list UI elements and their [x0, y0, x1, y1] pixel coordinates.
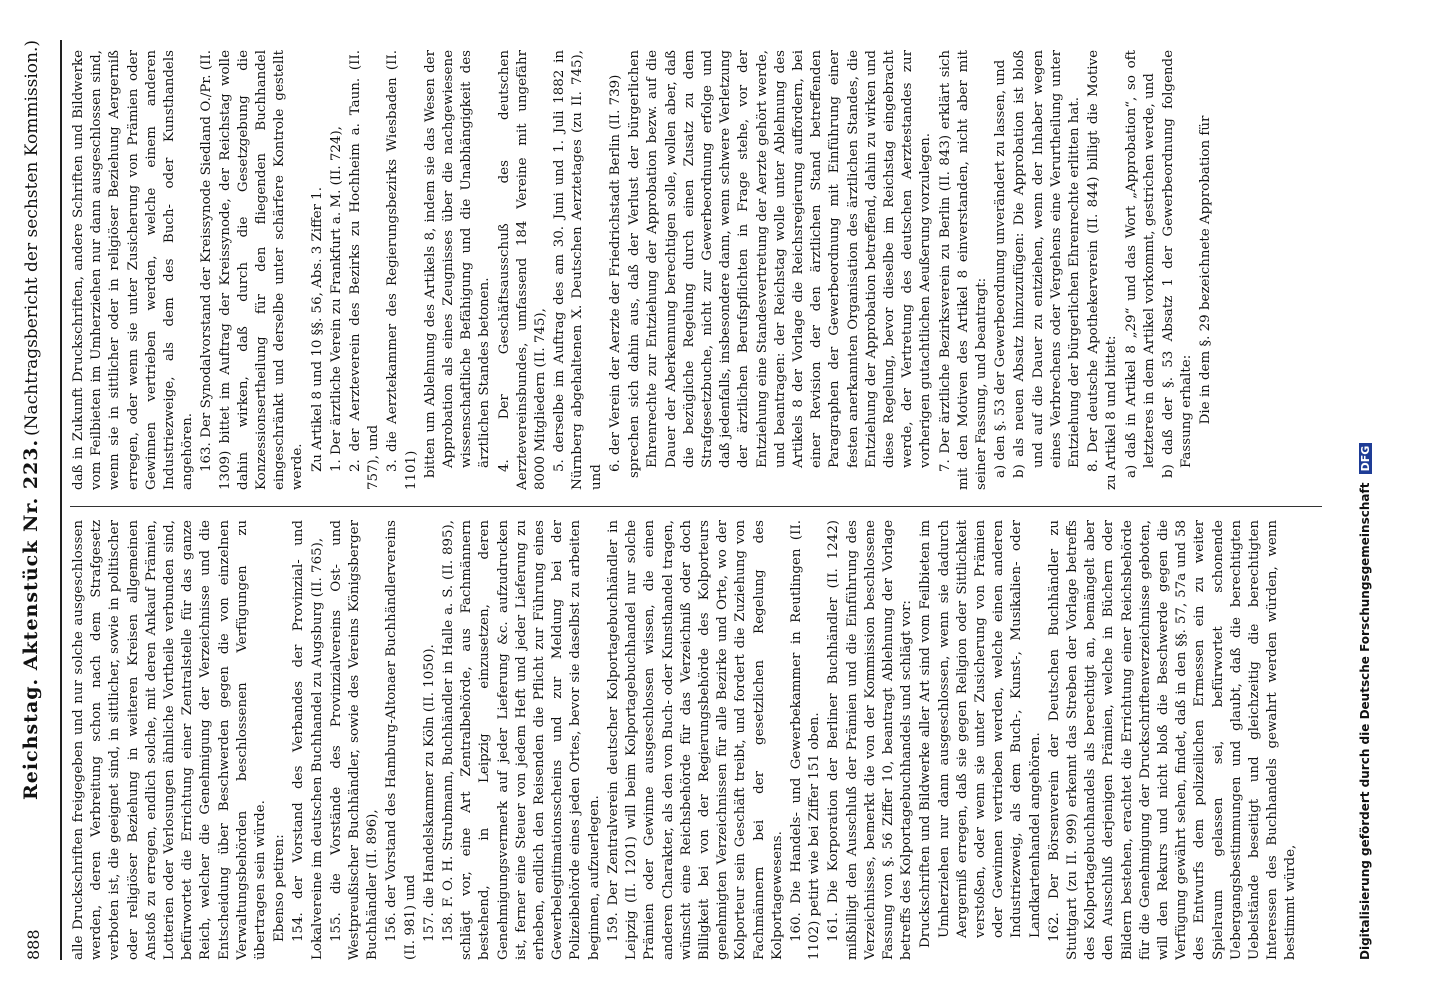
- paragraph: b) daß der §. 53 Absatz 1 der Gewerbeordnung folgende Fassung erhalte:: [1160, 50, 1195, 478]
- running-title: Reichstag. Aktenstück Nr. 223.: [20, 438, 42, 800]
- report-subtitle: (Nachtragsbericht der sechsten Kommission.): [22, 40, 42, 436]
- paragraph: Zu Artikel 8 und 10 §§. 56, Abs. 3 Ziffer 1.: [309, 187, 325, 472]
- paragraph: b) als neuen Absatz hinzuzufügen: Die Approbation ist bloß und auf die Dauer zu entziehen, wenn der Inhaber wegen eines Verbrechens oder Vergehens eine Verurtheilung unter Entziehung der bürgerlichen Ehrenrechte erlitten hat.: [1012, 50, 1082, 478]
- paragraph: a) den §. 53 der Gewerbeordnung unverändert zu lassen, und: [993, 59, 1009, 478]
- paragraph: bitten um Ablehnung des Artikels 8, indem sie das Wesen der Approbation als eines Zeugnisses über die nachgewiesene wissenschaftliche Befähigung und die Unabhängigkeit des ärztlichen Standes betonen.: [422, 50, 493, 478]
- paragraph: 159. Der Zentralverein deutscher Kolportagebuchhändler in Leipzig (II. 1201) will beim Kolportagebuchhandel nur solche Prämien oder Gewinne ausgeschlossen wissen, die einen anderen Charakter, als den von Buch- oder Kunsthandel tragen, wünscht eine Reichsbehörde für das Verzeichniß oder doch Billigkeit bei von der Regierungsbehörde des Kolporteurs genehmigten Verzeichnissen für alle Bezirke und Orte, wo der Kolporteur sein Geschäft treibt, und fordert die Zuziehung von Fachmännern bei der gesetzlichen Regelung des Kolportagewesens.: [605, 520, 785, 960]
- paragraph: 2. der Aerzteverein des Bezirks zu Hochheim a. Taun. (II. 757), und: [348, 50, 382, 490]
- paragraph: 162. Der Börsenverein der Deutschen Buchhändler zu Stuttgart (zu II. 999) erkennt das Streben der Vorlage betreffs des Kolportagebuchhandels als berechtigt an, bemängelt aber den Ausschluß derjenigen Prämien, welche in Büchern oder Bildern bestehen, erachtet die Errichtung einer Reichsbehörde für die Genehmigung der Druckschriftenverzeichnisse geboten, will den Rekurs und nicht bloß die Beschwerde gegen die Verfügung gewährt sehen, findet, daß in den §§. 57, 57a und 58 des Entwurfs dem polizeilichen Ermessen ein zu weiter Spielraum gelassen sei, befürwortet schonende Uebergangsbestimmungen und glaubt, daß die berechtigten Uebelstände beseitigt und gleichzeitig die berechtigten Interessen des Buchhandels gewahrt werden würden, wenn bestimmt würde,: [1046, 520, 1299, 960]
- paragraph: 157. die Handelskammer zu Köln (II. 1050).: [421, 644, 437, 942]
- paragraph: 1. Der ärztliche Verein zu Frankfurt a. M. (II. 724),: [328, 126, 344, 472]
- right-column: [70, 50, 1322, 490]
- paragraph: 160. Die Handels- und Gewerbekammer in Reutlingen (II. 1102) petirt wie bei Ziffer 151 oben.: [788, 520, 823, 960]
- paragraph: 3. die Aerztekammer des Regierungsbezirks Wiesbaden (II. 1101): [385, 50, 419, 490]
- left-column: [70, 520, 1322, 960]
- page-header: [18, 40, 54, 960]
- paragraph: Ebenso petiren:: [272, 834, 288, 942]
- paragraph: 155. die Vorstände des Provinzialvereins Ost- und Westpreußischer Buchhändler, sowie des Vereins Königsberger Buchhändler (II. 896),: [328, 520, 381, 960]
- digitization-footer: [1358, 40, 1372, 960]
- paragraph: 158. F. O. H. Strubmann, Buchhändler in Halle a. S. (II. 895), schlägt vor, eine Art Zentralbehörde, aus Fachmännern bestehend, in Leipzig einzusetzen, deren Genehmigungsvermerk auf jeder Lieferung &c. aufzudrucken ist, ferner eine Steuer von jedem Heft und jeder Lieferung zu erheben, endlich den Reisenden die Pflicht zur Führung eines Gewerbelegitimationsscheins und zur Meldung bei der Polizeibehörde eines jeden Ortes, bevor sie daselbst zu arbeiten beginnen, aufzuerlegen.: [441, 520, 602, 960]
- paragraph: 163. Der Synodalvorstand der Kreissynode Siedland O./Pr. (II. 1309) bittet im Auftrag der Kreissynode, der Reichstag wolle dahin wirken, daß durch die Gesetzgebung die Konzessionsertheilung für den fliegenden Buchhandel eingeschränkt und derselbe unter schärfere Kontrole gestellt werde.: [199, 50, 306, 490]
- paragraph: sprechen sich dahin aus, daß der Verlust der bürgerlichen Ehrenrechte zur Entziehung der Approbation bezw. auf die Dauer der Aberkennung berechtigen solle, wollen aber, daß die bezügliche Regelung durch einen Zusatz zu dem Strafgesetzbuche, nicht zur Gewerbeordnung erfolge und daß jedenfalls, insbesondere dann, wenn schwere Verletzung der ärztlichen Berufspflichten in Frage stehe, vor der Entziehung eine Standesvertretung der Aerzte gehört werde, und beantragen: der Reichstag wolle unter Ablehnung des Artikels 8 der Vorlage die Reichsregierung auffordern, bei einer Revision der den ärztlichen Stand betreffenden Paragraphen der Gewerbeordnung mit Einführung einer festen anerkannten Organisation des ärztlichen Standes, die Entziehung der Approbation betreffend, dahin zu wirken und diese Regelung, bevor dieselbe im Reichstag eingebracht werde, der Vertretung des deutschen Aerztestandes zur vorherigen gutachtlichen Aeußerung vorzulegen.: [627, 50, 934, 478]
- paragraph: 5. derselbe im Auftrag des am 30. Juni und 1. Juli 1882 in Nürnberg abgehaltenen X. Deutschen Aerztetages (zu II. 745), und: [552, 50, 604, 490]
- paragraph: Druckschriften und Bildwerke aller Art sind vom Feilbieten im Umherziehen nur dann ausgeschlossen, wenn sie dadurch Aergerniß erregen, daß sie gegen Religion oder Sittlichkeit verstoßen, oder wenn sie unter Zusicherung von Prämien oder Gewinnen vertrieben werden, welche einen anderen Industriezweig, als dem Buch-, Kunst-, Musikalien- oder Landkartenhandel angehören.: [918, 520, 1043, 948]
- header-rule: [60, 40, 62, 960]
- paragraph: Die in dem §. 29 bezeichnete Approbation für: [1198, 115, 1214, 425]
- paragraph: 8. Der deutsche Apothekerverein (II. 844) billigt die Motive zu Artikel 8 und bittet:: [1086, 50, 1120, 490]
- paragraph: 6. der Verein der Aerzte der Friedrichstadt Berlin (II. 739): [607, 74, 623, 472]
- paragraph: 7. Der ärztliche Bezirksverein zu Berlin (II. 843) erklärt sich mit den Motiven des Artikel 8 einverstanden, nicht aber mit seiner Fassung, und beantragt:: [937, 50, 989, 490]
- paragraph: a) daß in Artikel 8 „29“ und das Wort „Approbation“, so oft letzteres in dem Artikel vorkommt, gestrichen werde, und: [1123, 50, 1157, 478]
- paragraph: 156. der Vorstand des Hamburg-Altonaer Buchhändlervereins (II. 981) und: [384, 520, 418, 960]
- column-divider: [70, 506, 1322, 507]
- paragraph: 161. Die Korporation der Berliner Buchhändler (II. 1242) mißbilligt den Ausschluß der Prämien und die Einführung des Verzeichnisses, bemerkt die von der Kommission beschlossene Fassung von §. 56 Ziffer 10, beantragt Ablehnung der Vorlage betreffs des Kolportagebuchhandels und schlägt vor:: [826, 520, 915, 960]
- dfg-logo: DFG: [1359, 443, 1372, 475]
- paragraph: 4. Der Geschäftsausschuß des deutschen Aerztevereinsbundes, umfassend 184 Vereine mit ungefähr 8000 Mitgliedern (II. 745),: [496, 50, 549, 490]
- page-number: 888: [24, 929, 43, 960]
- paragraph: 154. der Vorstand des Verbandes der Provinzial- und Lokalvereine im deutschen Buchhandel zu Augsburg (II. 765),: [291, 520, 325, 960]
- paragraph: daß in Zukunft Druckschriften, andere Schriften und Bildwerke vom Feilbieten im Umherziehen nur dann ausgeschlossen sind, wenn sie in sittlicher oder in religiöser Beziehung Aergerniß erregen, oder wenn sie unter Zusicherung von Prämien oder Gewinnen vertrieben werden, welche einem anderen Industriezweige, als dem des Buch- oder Kunsthandels angehören.: [71, 50, 196, 490]
- paragraph: alle Druckschriften freigegeben und nur solche ausgeschlossen werden, deren Verbreitung schon nach dem Strafgesetz verboten ist, die geeignet sind, in sittlicher, sowie in politischer oder religiöser Beziehung in weiteren Kreisen allgemeinen Anstoß zu erregen, endlich solche, mit deren Ankauf Prämien, Lotterien oder Verlosungen ähnliche Vortheile verbunden sind, befürwortet die Errichtung einer Zentralstelle für das ganze Reich, welcher die Genehmigung der Verzeichnisse und die Entscheidung über Beschwerden gegen die von einzelnen Verwaltungsbehörden beschlossenen Verfügungen zu übertragen sein würde.: [71, 520, 269, 960]
- footer-text: Digitalisierung gefördert durch die Deutsche Forschungsgemeinschaft: [1358, 482, 1372, 960]
